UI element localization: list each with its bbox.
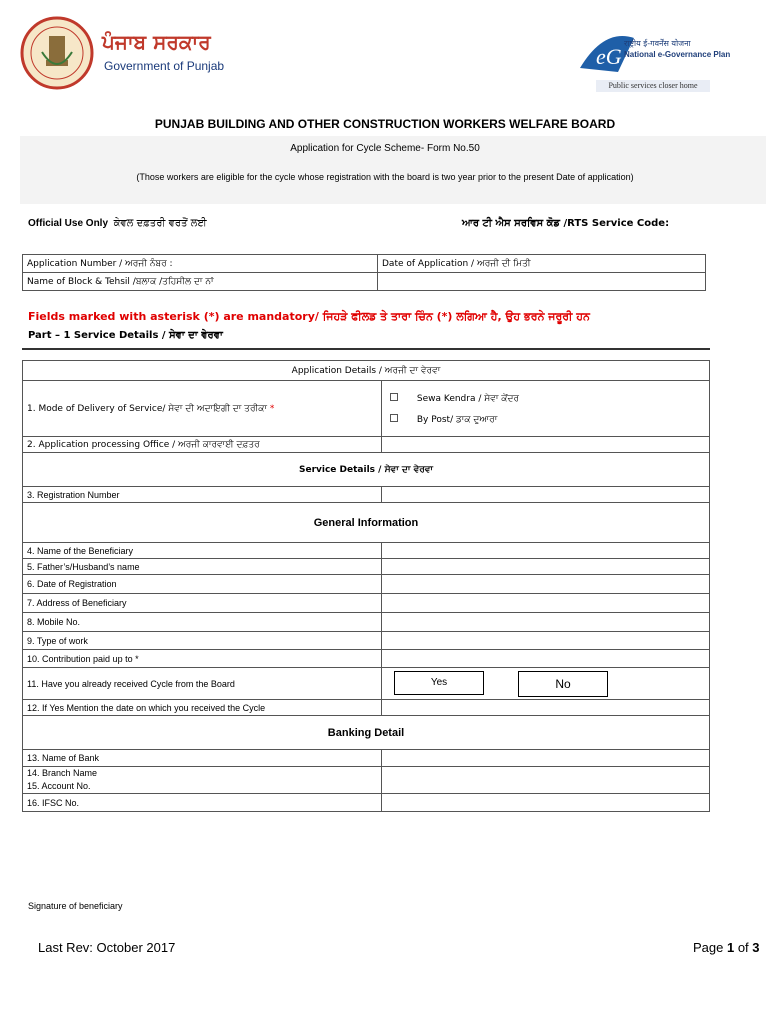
received-cycle-options [382,668,710,700]
by-post-label: By Post/ ਡਾਕ ਦੁਆਰਾ [416,414,498,425]
received-date-field[interactable] [382,700,710,716]
page-total: 3 [752,940,760,955]
contribution-field[interactable] [382,650,710,668]
type-of-work-label: 9. Type of work [23,632,382,650]
branch-name-label: 14. Branch Name [27,768,98,778]
processing-office-label: 2. Application processing Office / ਅਰਜੀ ਕਾਰਵਾਈ ਦਫ਼ਤਰ [23,437,382,453]
address-field[interactable] [382,594,710,613]
beneficiary-name-label: 4. Name of the Beneficiary [23,543,382,559]
rts-service-code: ਆਰ ਟੀ ਐਸ ਸਰਵਿਸ ਕੋਡ /RTS Service Code: [462,218,670,229]
header-title-english: Government of Punjab [104,59,225,73]
page-prefix: Page [693,940,727,955]
punjab-seal-emblem [20,16,94,90]
egov-tagline: Public services closer home [596,80,710,92]
received-date-label: 12. If Yes Mention the date on which you received the Cycle [23,700,382,716]
branch-account-field[interactable] [382,767,710,794]
mandatory-note: Fields marked with asterisk (*) are mandatory/ ਜਿਹੜੇ ਫੀਲਡ ਤੇ ਤਾਰਾ ਚਿੰਨ (*) ਲਗਿਆ ਹੈ, ਉਹ ਭਰਨੇ ਜਰੂਰੀ ਹਨ [28,310,590,323]
sewa-kendra-checkbox[interactable] [390,393,398,401]
page-of: of [734,940,753,955]
banking-detail-header: Banking Detail [23,716,710,750]
last-revision: Last Rev: October 2017 [38,940,176,955]
official-use-pa: ਕੇਵਲ ਦਫ਼ਤਰੀ ਵਰਤੋਂ ਲਈ [113,218,207,229]
ifsc-label: 16. IFSC No. [23,794,382,812]
father-husband-name-field[interactable] [382,559,710,575]
block-tehsil-field[interactable]: Name of Block & Tehsil /ਬਲਾਕ /ਤਹਿਸੀਲ ਦਾ ਨਾਂ [23,273,378,291]
mobile-label: 8. Mobile No. [23,613,382,632]
processing-office-field[interactable] [382,437,710,453]
svg-text:eG: eG [596,44,622,69]
type-of-work-field[interactable] [382,632,710,650]
mode-of-delivery-text: 1. Mode of Delivery of Service/ ਸੇਵਾ ਦੀ ਅਦਾਇਗੀ ਦਾ ਤਰੀਕਾ [27,403,267,414]
ifsc-field[interactable] [382,794,710,812]
page-current: 1 [726,940,735,955]
bank-name-label: 13. Name of Bank [23,750,382,767]
signature-label: Signature of beneficiary [28,901,123,911]
father-husband-name-label: 5. Father’s/Husband’s name [23,559,382,575]
block-tehsil-empty [378,273,706,291]
egov-english-text: National e-Governance Plan [624,50,731,59]
no-option[interactable]: No [518,671,608,697]
form-title: Application for Cycle Scheme- Form No.50 [290,143,480,154]
bank-name-field[interactable] [382,750,710,767]
official-use-label [28,218,207,229]
account-no-label: 15. Account No. [27,781,91,791]
application-number-field[interactable]: Application Number / ਅਰਜੀ ਨੰਬਰ : [23,255,378,273]
application-details-header: Application Details / ਅਰਜੀ ਦਾ ਵੇਰਵਾ [23,361,710,381]
egov-hindi-text: राष्ट्रीय ई-गवर्नेंस योजना [624,39,691,48]
application-box [22,254,706,291]
registration-date-field[interactable] [382,575,710,594]
by-post-checkbox[interactable] [390,414,398,422]
page-number [693,940,760,955]
registration-number-field[interactable] [382,487,710,503]
mode-of-delivery-options [382,381,710,437]
header-title-punjabi: ਪੰਜਾਬ ਸਰਕਾਰ [102,30,211,54]
eligibility-note: (Those workers are eligible for the cycle whose registration with the board is two year prior to the present Date of application) [136,172,634,182]
received-cycle-label: 11. Have you already received Cycle from the Board [23,668,382,700]
mobile-field[interactable] [382,613,710,632]
contribution-label: 10. Contribution paid up to * [23,650,382,668]
registration-date-label: 6. Date of Registration [23,575,382,594]
service-form-table [22,360,710,812]
general-info-header: General Information [23,503,710,543]
mode-of-delivery-label [23,381,382,437]
part-title: Part – 1 Service Details / ਸੇਵਾ ਦਾ ਵੇਰਵਾ [28,330,223,341]
yes-option[interactable]: Yes [394,671,484,695]
branch-account-labels [23,767,382,794]
service-details-header: Service Details / ਸੇਵਾ ਦਾ ਵੇਰਵਾ [23,453,710,487]
application-date-field[interactable]: Date of Application / ਅਰਜੀ ਦੀ ਮਿਤੀ [378,255,706,273]
beneficiary-name-field[interactable] [382,543,710,559]
divider [22,348,710,350]
official-use-en: Official Use Only [28,218,109,229]
registration-number-label: 3. Registration Number [23,487,382,503]
board-title: PUNJAB BUILDING AND OTHER CONSTRUCTION WORKERS WELFARE BOARD [154,117,616,131]
required-asterisk: * [266,403,275,414]
address-label: 7. Address of Beneficiary [23,594,382,613]
sewa-kendra-label: Sewa Kendra / ਸੇਵਾ ਕੇਂਦਰ [416,393,519,404]
